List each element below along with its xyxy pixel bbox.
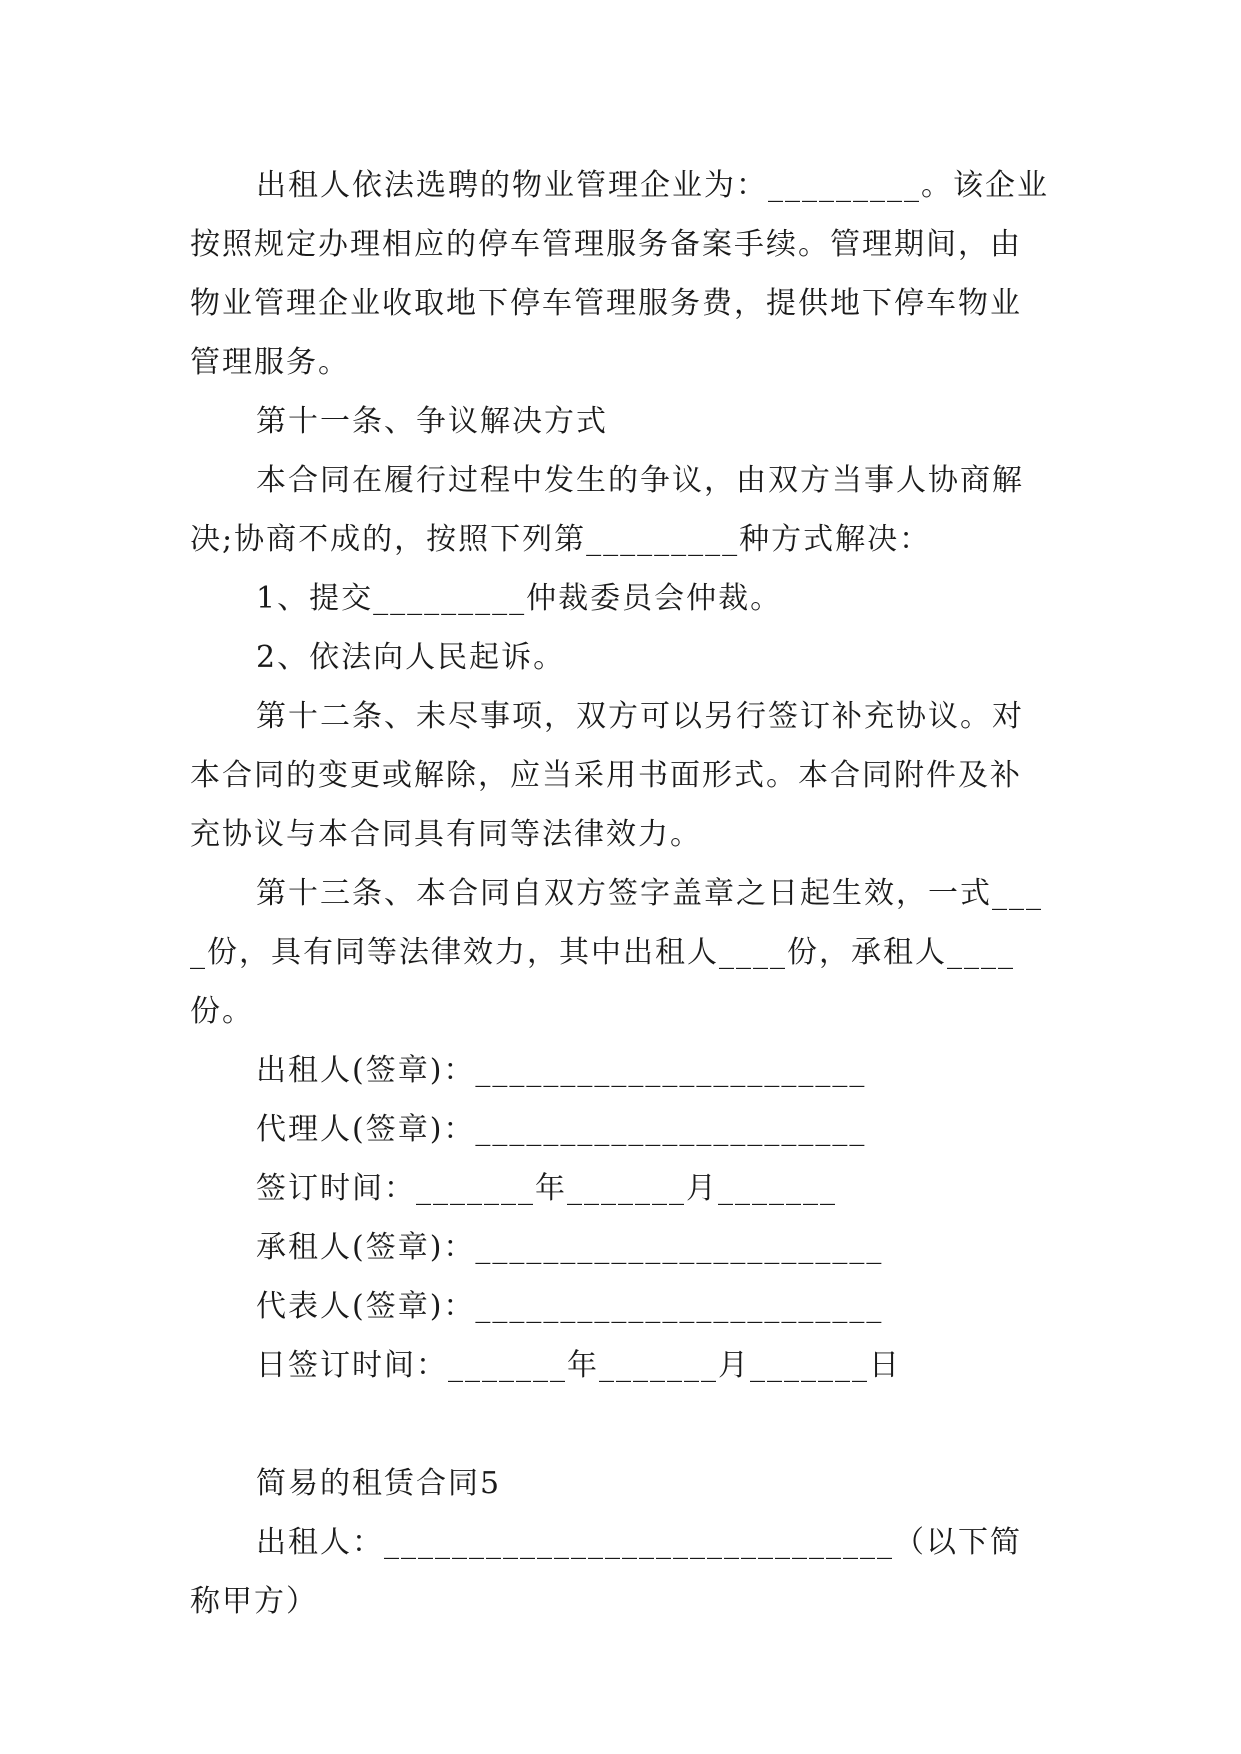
sign-date-line-2: 日签订时间：_______年_______月_______日 bbox=[256, 1348, 901, 1383]
clause-13-paragraph: 第十三条、本合同自双方签字盖章之日起生效，一式____份，具有同等法律效力，其中出租人____份，承租人____份。 bbox=[190, 876, 1043, 1029]
sign-date-line-1: 签订时间：_______年_______月_______ bbox=[256, 1171, 837, 1206]
lessor-signature-line: 出租人(签章)：_______________________ bbox=[256, 1053, 867, 1088]
lessor-party-line: 出租人：______________________________（以下简称甲方） bbox=[190, 1525, 1022, 1619]
clause-11-heading: 第十一条、争议解决方式 bbox=[256, 404, 608, 439]
section-spacer bbox=[190, 1395, 1050, 1454]
section-title: 简易的租赁合同5 bbox=[256, 1466, 502, 1501]
option-litigation: 2、依法向人民起诉。 bbox=[256, 640, 566, 675]
document-body bbox=[190, 156, 1050, 1631]
paragraph-property-management: 出租人依法选聘的物业管理企业为：_________。该企业按照规定办理相应的停车管理服务备案手续。管理期间，由物业管理企业收取地下停车管理服务费，提供地下停车物业管理服务。 bbox=[190, 168, 1049, 380]
lessee-signature-line: 承租人(签章)：________________________ bbox=[256, 1230, 884, 1265]
option-arbitration: 1、提交_________仲裁委员会仲裁。 bbox=[256, 581, 783, 616]
clause-12-paragraph: 第十二条、未尽事项，双方可以另行签订补充协议。对本合同的变更或解除，应当采用书面形式。本合同附件及补充协议与本合同具有同等法律效力。 bbox=[190, 699, 1024, 852]
representative-signature-line: 代表人(签章)：________________________ bbox=[256, 1289, 884, 1324]
agent-signature-line: 代理人(签章)：_______________________ bbox=[256, 1112, 867, 1147]
paragraph-dispute-resolution: 本合同在履行过程中发生的争议，由双方当事人协商解决;协商不成的，按照下列第_________种方式解决： bbox=[190, 463, 1024, 557]
